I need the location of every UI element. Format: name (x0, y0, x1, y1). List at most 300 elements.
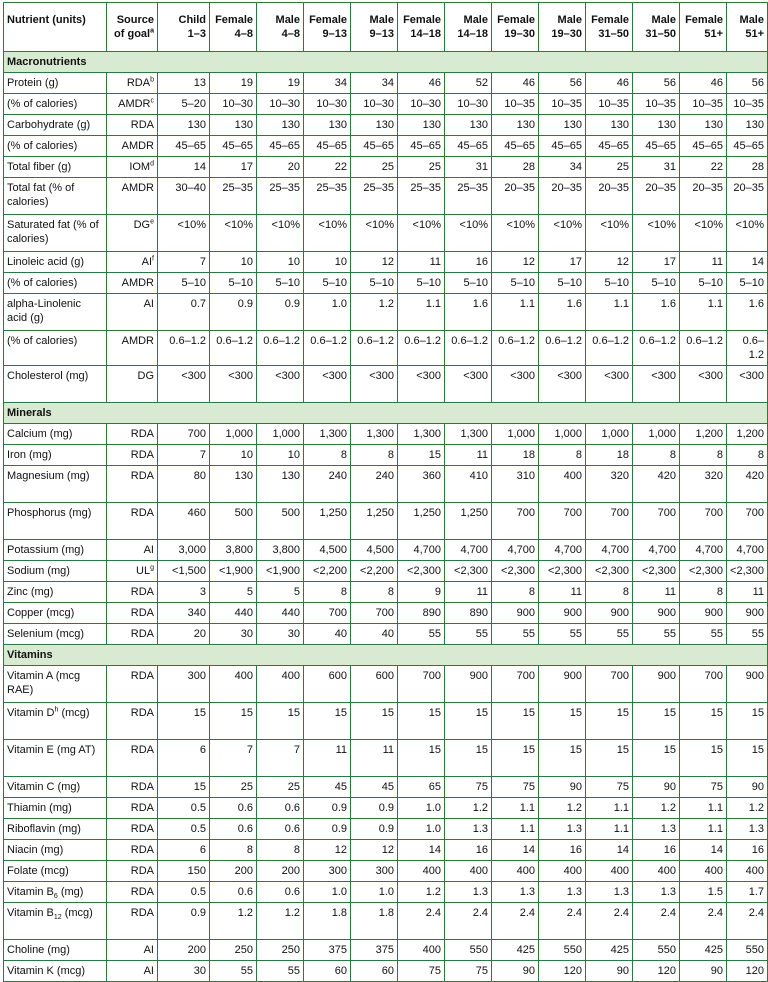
value-cell: 15 (445, 703, 492, 740)
value-cell: 700 (727, 503, 768, 540)
value-cell: 45–65 (445, 136, 492, 157)
value-cell: <10% (633, 215, 680, 252)
value-cell: 1.3 (633, 819, 680, 840)
value-cell: 1.0 (304, 882, 351, 903)
value-cell: 0.6–1.2 (539, 331, 586, 366)
value-cell: 400 (539, 861, 586, 882)
header-group-12 (633, 3, 680, 52)
table-body (4, 52, 768, 982)
value-cell: 300 (351, 861, 398, 882)
value-cell: 25 (398, 157, 445, 178)
source-cell (107, 540, 158, 561)
value-cell: 1,300 (398, 424, 445, 445)
value-cell: 46 (586, 73, 633, 94)
value-cell: 4,700 (633, 540, 680, 561)
source-cell (107, 903, 158, 940)
table-row (4, 178, 768, 215)
value-cell: 22 (304, 157, 351, 178)
source-of-goal: RDA (130, 886, 154, 898)
value-cell: <300 (680, 366, 727, 403)
nutrient-name-cell (4, 424, 107, 445)
source-of-goal: RDA (130, 802, 154, 814)
value-cell: 500 (257, 503, 304, 540)
header-line: 19–30 (551, 28, 582, 40)
nutrient-name-cell (4, 331, 107, 366)
source-of-goal: AMDR (121, 335, 154, 347)
source-cell (107, 94, 158, 115)
value-cell: 400 (539, 466, 586, 503)
value-cell: 320 (680, 466, 727, 503)
value-cell: 90 (492, 961, 539, 982)
value-cell: 5–10 (445, 273, 492, 294)
header-line: of goal (114, 28, 151, 40)
value-cell: 18 (492, 445, 539, 466)
nutrient-name-cell (4, 503, 107, 540)
value-cell: 4,700 (539, 540, 586, 561)
value-cell: 46 (398, 73, 445, 94)
value-cell: 5–10 (210, 273, 257, 294)
value-cell: <2,300 (586, 561, 633, 582)
source-cell (107, 331, 158, 366)
value-cell: 1.3 (586, 882, 633, 903)
value-cell: 45–65 (586, 136, 633, 157)
header-line: 31–50 (598, 28, 629, 40)
value-cell: <300 (210, 366, 257, 403)
table-row (4, 961, 768, 982)
value-cell: 375 (304, 940, 351, 961)
table-row (4, 273, 768, 294)
nutrient-name: Vitamin A (mcg RAE) (7, 670, 81, 696)
value-cell: 12 (351, 840, 398, 861)
table-header-row (4, 3, 768, 52)
value-cell: 130 (492, 115, 539, 136)
value-cell: 1.3 (633, 882, 680, 903)
value-cell: 55 (539, 624, 586, 645)
value-cell: 1.6 (727, 294, 768, 331)
value-cell: 1,250 (304, 503, 351, 540)
value-cell: 55 (680, 624, 727, 645)
value-cell: 1.1 (492, 294, 539, 331)
value-cell: 1.8 (351, 903, 398, 940)
value-cell: 10–35 (727, 94, 768, 115)
value-cell: 30 (158, 961, 210, 982)
value-cell: 900 (633, 666, 680, 703)
value-cell: 30 (210, 624, 257, 645)
value-cell: 20–35 (492, 178, 539, 215)
source-of-goal: RDA (130, 670, 154, 682)
section-title: Vitamins (4, 645, 768, 666)
value-cell: 9 (398, 582, 445, 603)
value-cell: 360 (398, 466, 445, 503)
value-cell: 1.1 (586, 819, 633, 840)
source-cell (107, 445, 158, 466)
table-row (4, 252, 768, 273)
value-cell: 45–65 (351, 136, 398, 157)
footnote-marker: c (150, 97, 154, 105)
nutrient-name-cell (4, 294, 107, 331)
value-cell: 1.2 (633, 798, 680, 819)
value-cell: 4,700 (445, 540, 492, 561)
value-cell: 5–10 (586, 273, 633, 294)
value-cell: 12 (586, 252, 633, 273)
value-cell: 240 (351, 466, 398, 503)
table-row (4, 940, 768, 961)
nutrient-name: Selenium (mcg) (7, 628, 85, 640)
source-cell (107, 178, 158, 215)
value-cell: 14 (158, 157, 210, 178)
source-of-goal: DG (133, 219, 151, 231)
value-cell: 375 (351, 940, 398, 961)
nutrient-name: Thiamin (mg) (7, 802, 72, 814)
value-cell: 20 (158, 624, 210, 645)
value-cell: 6 (158, 840, 210, 861)
source-of-goal: IOM (129, 161, 151, 173)
value-cell: 320 (586, 466, 633, 503)
header-source-of-goal (107, 3, 158, 52)
header-group-8 (445, 3, 492, 52)
source-of-goal: RDA (130, 744, 154, 756)
value-cell: 45–65 (398, 136, 445, 157)
value-cell: 60 (304, 961, 351, 982)
nutrient-name-cell (4, 819, 107, 840)
nutrient-name-cell (4, 740, 107, 777)
nutrient-name: (% of calories) (7, 140, 78, 152)
value-cell: 20–35 (539, 178, 586, 215)
value-cell: 400 (398, 940, 445, 961)
source-of-goal: RDA (130, 507, 154, 519)
table-row (4, 157, 768, 178)
value-cell: 17 (633, 252, 680, 273)
value-cell: 700 (398, 666, 445, 703)
source-cell (107, 777, 158, 798)
value-cell: 11 (633, 582, 680, 603)
value-cell: 45–65 (633, 136, 680, 157)
value-cell: 0.6 (210, 798, 257, 819)
value-cell: 4,500 (351, 540, 398, 561)
value-cell: 1,000 (539, 424, 586, 445)
value-cell: 0.6–1.2 (633, 331, 680, 366)
source-of-goal: AMDR (118, 98, 151, 110)
nutrient-name: Vitamin B (7, 907, 54, 919)
value-cell: 1.1 (680, 819, 727, 840)
value-cell: 10 (210, 445, 257, 466)
value-cell: 15 (492, 740, 539, 777)
source-cell (107, 273, 158, 294)
table-row (4, 445, 768, 466)
source-cell (107, 603, 158, 624)
value-cell: 12 (304, 840, 351, 861)
value-cell: 45–65 (257, 136, 304, 157)
value-cell: 425 (586, 940, 633, 961)
header-line: 51+ (745, 28, 764, 40)
nutrient-name-cell (4, 178, 107, 215)
value-cell: 4,500 (304, 540, 351, 561)
value-cell: <300 (727, 366, 768, 403)
value-cell: <10% (586, 215, 633, 252)
value-cell: 20–35 (680, 178, 727, 215)
nutrient-name: Saturated fat (% of calories) (7, 219, 99, 245)
value-cell: <300 (492, 366, 539, 403)
source-cell (107, 624, 158, 645)
value-cell: 130 (727, 115, 768, 136)
nutrient-name: Zinc (mg) (7, 586, 54, 598)
value-cell: 16 (445, 252, 492, 273)
value-cell: 60 (351, 961, 398, 982)
header-line: Source (116, 14, 154, 26)
value-cell: 400 (586, 861, 633, 882)
value-cell: 120 (727, 961, 768, 982)
value-cell: 440 (210, 603, 257, 624)
value-cell: 0.6–1.2 (304, 331, 351, 366)
table-row (4, 582, 768, 603)
source-of-goal: RDA (130, 607, 154, 619)
source-cell (107, 157, 158, 178)
source-cell (107, 424, 158, 445)
value-cell: 1,200 (680, 424, 727, 445)
nutrient-name: alpha-Linolenic acid (g) (7, 298, 81, 324)
value-cell: 14 (586, 840, 633, 861)
source-cell (107, 666, 158, 703)
value-cell: 10–35 (539, 94, 586, 115)
value-cell: 120 (539, 961, 586, 982)
source-cell (107, 561, 158, 582)
value-cell: 0.7 (158, 294, 210, 331)
value-cell: 3 (158, 582, 210, 603)
subscript: 12 (53, 914, 62, 922)
value-cell: <10% (158, 215, 210, 252)
header-line: Male (369, 14, 394, 26)
value-cell: 30 (257, 624, 304, 645)
value-cell: 25–35 (445, 178, 492, 215)
value-cell: 1,300 (351, 424, 398, 445)
value-cell: 15 (680, 703, 727, 740)
nutrient-unit: (mg) (57, 886, 84, 898)
table-row (4, 215, 768, 252)
value-cell: 1.2 (351, 294, 398, 331)
value-cell: 45–65 (539, 136, 586, 157)
value-cell: 420 (727, 466, 768, 503)
nutrient-name: Copper (mcg) (7, 607, 75, 619)
value-cell: 1.2 (445, 798, 492, 819)
value-cell: 130 (586, 115, 633, 136)
value-cell: 25–35 (304, 178, 351, 215)
value-cell: 200 (257, 861, 304, 882)
value-cell: 17 (539, 252, 586, 273)
table-row (4, 861, 768, 882)
value-cell: 25–35 (398, 178, 445, 215)
source-cell (107, 366, 158, 403)
value-cell: 2.4 (586, 903, 633, 940)
header-group-3 (210, 3, 257, 52)
header-line: Male (557, 14, 582, 26)
value-cell: <300 (633, 366, 680, 403)
section-title: Macronutrients (4, 52, 768, 73)
value-cell: 200 (158, 940, 210, 961)
value-cell: 45–65 (727, 136, 768, 157)
value-cell: 56 (633, 73, 680, 94)
header-group-14 (727, 3, 768, 52)
value-cell: 1.6 (539, 294, 586, 331)
value-cell: 15 (539, 703, 586, 740)
value-cell: 11 (539, 582, 586, 603)
value-cell: 55 (257, 961, 304, 982)
value-cell: 0.6–1.2 (158, 331, 210, 366)
value-cell: 1.2 (257, 903, 304, 940)
value-cell: 5 (210, 582, 257, 603)
value-cell: 0.6 (257, 798, 304, 819)
value-cell: 15 (398, 445, 445, 466)
value-cell: 1.1 (586, 798, 633, 819)
header-group-9 (492, 3, 539, 52)
value-cell: 550 (727, 940, 768, 961)
value-cell: 1,000 (492, 424, 539, 445)
value-cell: 2.4 (680, 903, 727, 940)
value-cell: 500 (210, 503, 257, 540)
value-cell: 550 (445, 940, 492, 961)
value-cell: 420 (633, 466, 680, 503)
nutrient-name: Riboflavin (mg) (7, 823, 81, 835)
value-cell: 900 (680, 603, 727, 624)
value-cell: 0.5 (158, 798, 210, 819)
value-cell: 340 (158, 603, 210, 624)
header-group-7 (398, 3, 445, 52)
source-of-goal: RDA (130, 428, 154, 440)
header-group-4 (257, 3, 304, 52)
value-cell: 8 (586, 582, 633, 603)
value-cell: 130 (633, 115, 680, 136)
value-cell: 17 (210, 157, 257, 178)
value-cell: 25 (210, 777, 257, 798)
value-cell: 1,000 (257, 424, 304, 445)
value-cell: 460 (158, 503, 210, 540)
table-row (4, 882, 768, 903)
nutrient-name-cell (4, 136, 107, 157)
value-cell: 1,250 (398, 503, 445, 540)
value-cell: 2.4 (727, 903, 768, 940)
value-cell: 46 (680, 73, 727, 94)
value-cell: 8 (680, 582, 727, 603)
nutrient-name-cell (4, 882, 107, 903)
value-cell: 0.9 (351, 798, 398, 819)
value-cell: 8 (492, 582, 539, 603)
value-cell: 900 (633, 603, 680, 624)
value-cell: 130 (257, 115, 304, 136)
value-cell: 8 (257, 840, 304, 861)
value-cell: 4,700 (586, 540, 633, 561)
section-title: Minerals (4, 403, 768, 424)
value-cell: 300 (304, 861, 351, 882)
nutrient-unit: (mcg) (61, 907, 93, 919)
footnote-marker: g (150, 564, 154, 572)
nutrient-name-cell (4, 961, 107, 982)
value-cell: 1.6 (633, 294, 680, 331)
value-cell: 900 (727, 603, 768, 624)
value-cell: 15 (727, 740, 768, 777)
value-cell: <10% (492, 215, 539, 252)
value-cell: 1,300 (304, 424, 351, 445)
header-group-2 (158, 3, 210, 52)
value-cell: 8 (210, 840, 257, 861)
value-cell: 0.6 (210, 819, 257, 840)
value-cell: 1.1 (492, 819, 539, 840)
value-cell: 700 (492, 666, 539, 703)
value-cell: 7 (257, 740, 304, 777)
value-cell: <10% (257, 215, 304, 252)
value-cell: <2,300 (680, 561, 727, 582)
value-cell: 400 (398, 861, 445, 882)
value-cell: 75 (445, 777, 492, 798)
value-cell: 8 (539, 445, 586, 466)
value-cell: 400 (257, 666, 304, 703)
value-cell: 250 (257, 940, 304, 961)
value-cell: 15 (398, 740, 445, 777)
table-row (4, 840, 768, 861)
value-cell: 55 (492, 624, 539, 645)
value-cell: 10 (210, 252, 257, 273)
value-cell: 90 (586, 961, 633, 982)
header-line: 4–8 (281, 28, 300, 40)
value-cell: <10% (304, 215, 351, 252)
source-cell (107, 73, 158, 94)
value-cell: 700 (539, 503, 586, 540)
value-cell: 16 (445, 840, 492, 861)
source-of-goal: RDA (130, 449, 154, 461)
nutrient-name-cell (4, 73, 107, 94)
value-cell: <2,300 (727, 561, 768, 582)
value-cell: 250 (210, 940, 257, 961)
value-cell: 20–35 (727, 178, 768, 215)
value-cell: <300 (398, 366, 445, 403)
value-cell: 15 (586, 703, 633, 740)
source-of-goal: UL (136, 565, 151, 577)
value-cell: 400 (492, 861, 539, 882)
value-cell: 1.3 (445, 819, 492, 840)
value-cell: 1.6 (445, 294, 492, 331)
nutrient-name: Vitamin E (mg AT) (7, 744, 96, 756)
value-cell: 1.3 (492, 882, 539, 903)
value-cell: 75 (586, 777, 633, 798)
nutrient-name: Iron (mg) (7, 449, 52, 461)
nutrient-name-cell (4, 561, 107, 582)
value-cell: 425 (492, 940, 539, 961)
value-cell: 900 (727, 666, 768, 703)
value-cell: 8 (351, 582, 398, 603)
source-cell (107, 861, 158, 882)
value-cell: 16 (539, 840, 586, 861)
nutrient-name-cell (4, 94, 107, 115)
value-cell: 130 (539, 115, 586, 136)
nutrient-name: Vitamin K (mcg) (7, 965, 86, 977)
value-cell: 0.9 (351, 819, 398, 840)
source-cell (107, 798, 158, 819)
value-cell: 31 (633, 157, 680, 178)
value-cell: 150 (158, 861, 210, 882)
section-row (4, 645, 768, 666)
value-cell: 900 (492, 603, 539, 624)
nutrient-name: Phosphorus (mg) (7, 507, 92, 519)
header-line: Female (497, 14, 535, 26)
nutrient-name-cell (4, 603, 107, 624)
value-cell: <10% (727, 215, 768, 252)
value-cell: 55 (210, 961, 257, 982)
value-cell: 45–65 (158, 136, 210, 157)
table-row (4, 777, 768, 798)
source-cell (107, 215, 158, 252)
value-cell: 900 (539, 666, 586, 703)
header-line: Male (739, 14, 764, 26)
source-cell (107, 582, 158, 603)
value-cell: 55 (586, 624, 633, 645)
